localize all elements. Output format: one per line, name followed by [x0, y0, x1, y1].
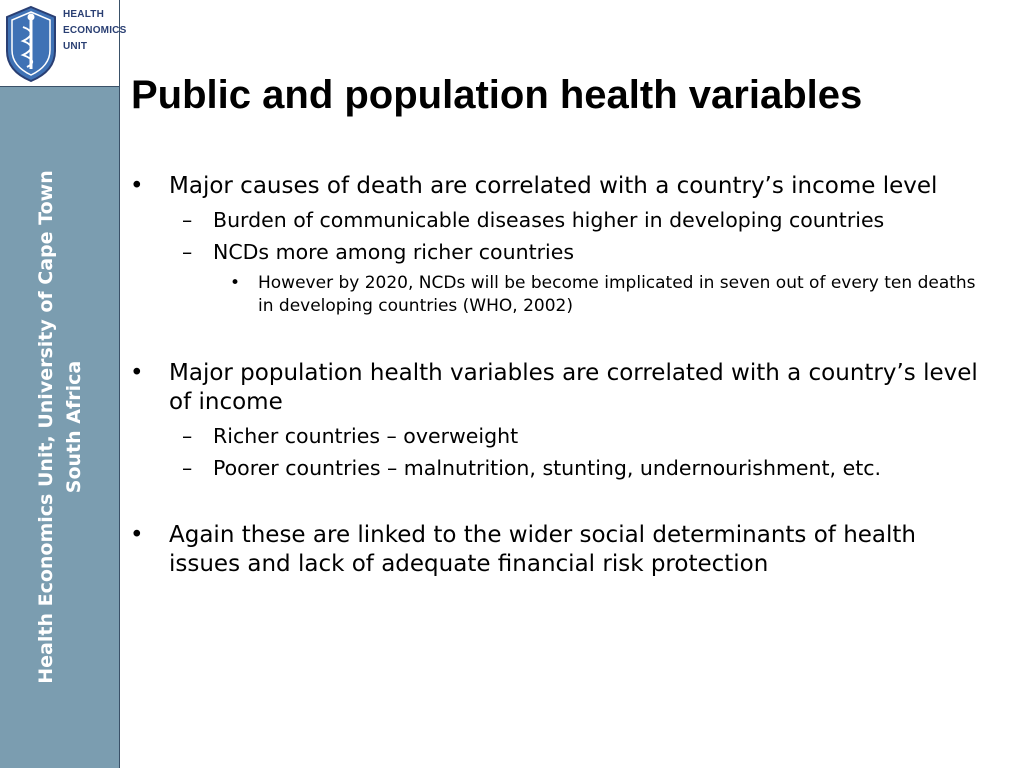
bullet-2	[128, 359, 978, 418]
dash-marker: –	[182, 455, 193, 480]
bullet-1-text: Major causes of death are correlated with a country’s income level	[169, 173, 938, 199]
logo-area	[0, 0, 127, 86]
dash-marker: –	[182, 239, 193, 264]
university-crest-icon	[3, 3, 59, 83]
sub-bullet-1-1-text: Burden of communicable diseases higher in developing countries	[213, 207, 885, 232]
sidebar-caption	[32, 127, 88, 727]
slide-title: Public and population health variables	[131, 73, 863, 117]
dash-marker: –	[182, 207, 193, 232]
logo-wordmark	[63, 7, 126, 55]
sub-bullet-2-1	[128, 423, 978, 450]
sidebar-line-1: Health Economics Unit, University of Cape Town	[35, 170, 57, 684]
sidebar	[0, 86, 120, 768]
bullet-marker: •	[130, 359, 144, 386]
sub-bullet-2-1-text: Richer countries – overweight	[213, 423, 519, 448]
small-bullet-marker: •	[230, 272, 241, 293]
slide-body	[128, 172, 978, 580]
logo-line-2: ECONOMICS	[63, 25, 127, 36]
sub-bullet-1-2	[128, 239, 978, 266]
logo-line-1: HEALTH	[63, 9, 105, 20]
sub-bullet-2-2-text: Poorer countries – malnutrition, stunting, undernourishment, etc.	[213, 455, 882, 480]
bullet-2-text: Major population health variables are correlated with a country’s level of income	[169, 359, 978, 415]
bullet-marker: •	[130, 521, 144, 548]
sub-bullet-1-2-text: NCDs more among richer countries	[213, 239, 575, 264]
dash-marker: –	[182, 423, 193, 448]
bullet-marker: •	[130, 173, 144, 199]
bullet-3	[128, 521, 978, 580]
sub-sub-bullet-1-2-1	[128, 272, 978, 318]
sub-bullet-2-2	[128, 455, 978, 482]
sidebar-line-2: South Africa	[63, 360, 85, 494]
bullet-1	[128, 172, 978, 202]
sub-sub-bullet-1-2-1-text: However by 2020, NCDs will be become implicated in seven out of every ten deaths in developing countries (WHO, 2002)	[258, 272, 976, 316]
logo-line-3: UNIT	[63, 41, 88, 52]
bullet-3-text: Again these are linked to the wider social determinants of health issues and lack of adequate financial risk protection	[169, 521, 916, 577]
sub-bullet-1-1	[128, 207, 978, 234]
